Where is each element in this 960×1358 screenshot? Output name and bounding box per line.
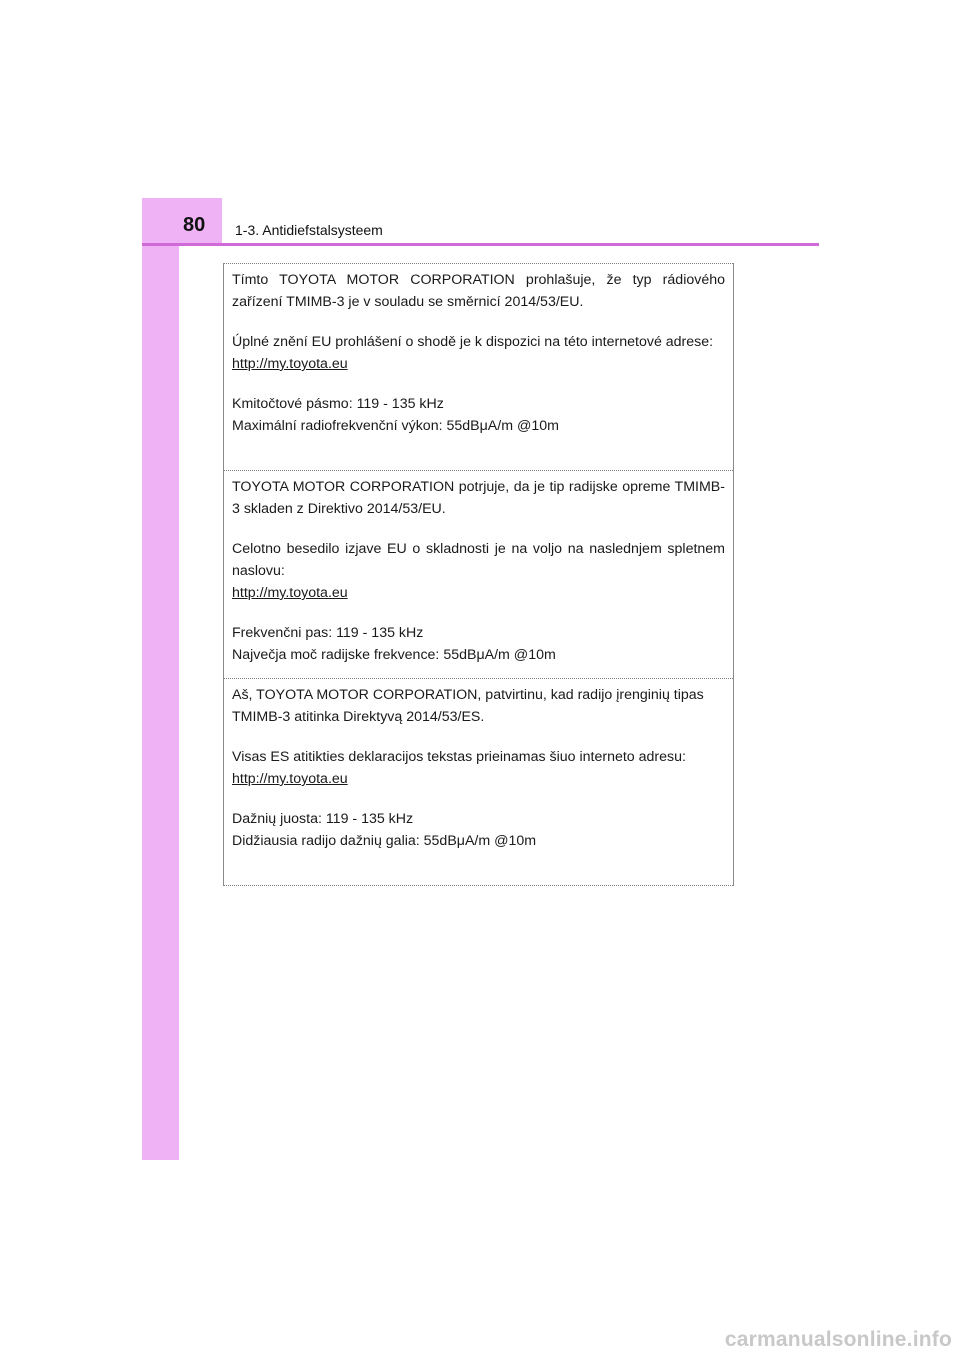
declaration-link-row [232, 768, 725, 790]
declaration-link[interactable]: http://my.toyota.eu [232, 771, 348, 787]
page-number: 80 [183, 214, 206, 236]
declaration-section-czech [224, 263, 733, 470]
declaration-link-row [232, 353, 725, 375]
declaration-section-slovenian [224, 470, 733, 678]
max-power: Didžiausia radijo dažnių galia: 55dBμA/m @10m [232, 833, 537, 849]
frequency-band: Kmitočtové pásmo: 119 - 135 kHz [232, 396, 444, 412]
header-rule [142, 243, 819, 246]
page-number-tab [142, 198, 222, 244]
declaration-text: TOYOTA MOTOR CORPORATION potrjuje, da je tip radijske opreme TMIMB-3 skladen z Direktivo 2014/53/EU. [232, 479, 725, 517]
full-text-info: Úplné znění EU prohlášení o shodě je k dispozici na této internetové adrese: [232, 334, 714, 350]
frequency-band: Dažnių juosta: 119 - 135 kHz [232, 811, 414, 827]
site-watermark: carmanualsonline.info [724, 1328, 952, 1351]
declaration-link[interactable]: http://my.toyota.eu [232, 585, 348, 601]
frequency-band: Frekvenčni pas: 119 - 135 kHz [232, 625, 424, 641]
chapter-side-band [142, 198, 179, 1160]
declaration-notice-box [223, 263, 734, 886]
declaration-text: Aš, TOYOTA MOTOR CORPORATION, patvirtinu, kad radijo įrenginių tipas TMIMB-3 atitinka Direktyvą 2014/53/ES. [232, 687, 704, 725]
full-text-info: Visas ES atitikties deklaracijos tekstas prieinamas šiuo interneto adresu: [232, 749, 686, 765]
declaration-link-row [232, 582, 725, 604]
declaration-section-lithuanian [224, 678, 733, 886]
max-power: Največja moč radijske frekvence: 55dBμA/m @10m [232, 647, 556, 663]
declaration-link[interactable]: http://my.toyota.eu [232, 356, 348, 372]
full-text-info: Celotno besedilo izjave EU o skladnosti je na voljo na naslednjem spletnem naslovu: [232, 541, 725, 579]
max-power: Maximální radiofrekvenční výkon: 55dBμA/m @10m [232, 418, 559, 434]
section-title: 1-3. Antidiefstalsysteem [235, 222, 383, 238]
declaration-text: Tímto TOYOTA MOTOR CORPORATION prohlašuje, že typ rádiového zařízení TMIMB-3 je v souladu se směrnicí 2014/53/EU. [232, 272, 725, 310]
